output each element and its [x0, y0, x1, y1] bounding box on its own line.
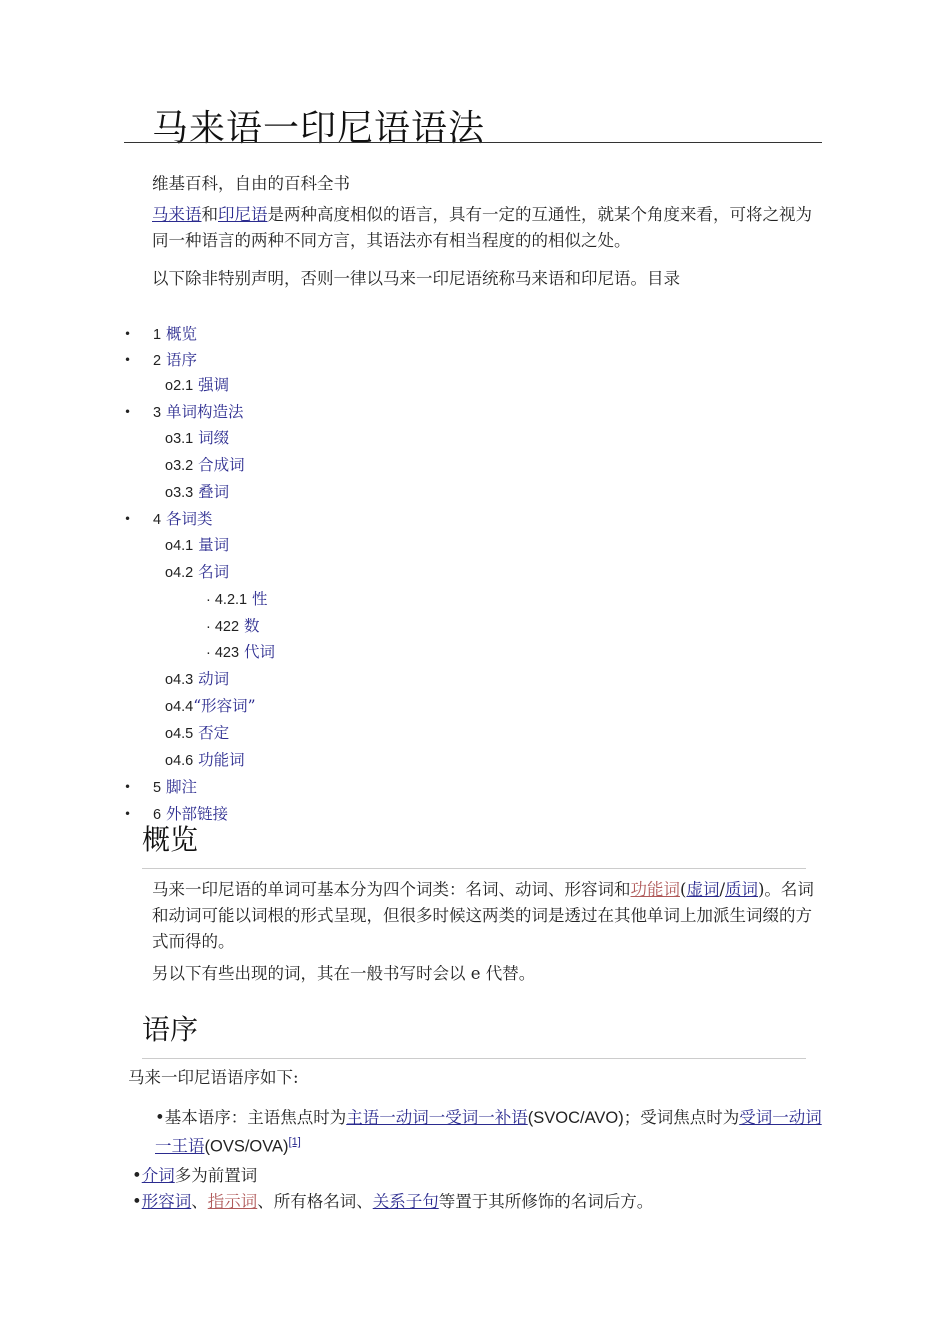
link-ovs[interactable]: 受词一动词一王语	[155, 1108, 822, 1156]
toc-bullet: •	[124, 353, 132, 367]
toc-item-pronouns[interactable]: · 423 代词	[206, 643, 276, 661]
link-empty-words[interactable]: 虚词	[686, 880, 720, 899]
link-function-words[interactable]: 功能词	[630, 880, 680, 899]
intro-rest: 是两种高度相似的语言，具有一定的互通性，就某个角度来看，可将之视为同一种语言的两种不同方言，其语法亦有相当程度的的相似之处。	[152, 205, 812, 250]
toc-item-negation[interactable]: o4.5 否定	[165, 724, 230, 742]
page-subtitle: 维基百科，自由的百科全书	[152, 174, 350, 193]
toc-bullet: •	[124, 807, 132, 821]
toc-item-footnotes[interactable]: 5 脚注	[153, 778, 198, 796]
toc-item-overview[interactable]: 1 概览	[153, 325, 198, 343]
overview-note: 另以下有些出现的词，其在一般书写时会以 e 代替。	[152, 964, 536, 983]
toc-bullet: •	[124, 780, 132, 794]
link-relative-clause[interactable]: 关系子句	[372, 1192, 439, 1211]
toc-item-word-formation[interactable]: 3 单词构造法	[153, 403, 244, 421]
section-divider	[142, 1058, 806, 1059]
link-indonesian[interactable]: 印尼语	[218, 205, 268, 224]
toc-item-word-order[interactable]: 2 语序	[153, 351, 198, 369]
section-heading-word-order: 语序	[142, 1013, 199, 1046]
word-order-intro: 马来一印尼语语序如下:	[128, 1068, 299, 1087]
overview-paragraph: 马来一印尼语的单词可基本分为四个词类：名词、动词、形容词和功能词(虚词/质词)。名词和动词可能以词根的形式呈现，但很多时候这两类的词是透过在其他单词上加派生词缀的方式而得的。	[152, 880, 814, 951]
word-order-item-modifiers: •形容词、指示词、所有格名词、关系子句等置于其所修饰的名词后方。	[132, 1192, 654, 1211]
link-preposition[interactable]: 介词	[141, 1166, 175, 1185]
toc-item-function-words[interactable]: o4.6 功能词	[165, 751, 245, 769]
page-title: 马来语一印尼语语法	[152, 108, 486, 149]
link-svoc[interactable]: 主语一动词一受词一补语	[346, 1108, 528, 1127]
link-demonstrative[interactable]: 指示词	[207, 1192, 258, 1211]
toc-item-compounds[interactable]: o3.2 合成词	[165, 456, 245, 474]
toc-item-nouns[interactable]: o4.2 名词	[165, 563, 230, 581]
title-divider	[124, 142, 822, 143]
toc-item-classifiers[interactable]: o4.1 量词	[165, 536, 230, 554]
toc-item-word-classes[interactable]: 4 各词类	[153, 510, 213, 528]
word-order-item-basic: •基本语序：主语焦点时为主语一动词一受词一补语(SVOC/AVO)；受词焦点时为受词一动词一王语(OVS/OVA)[1]	[155, 1108, 822, 1156]
intro-paragraph	[152, 202, 812, 254]
toc-item-adjectives[interactable]: o4.4“形容词”	[165, 697, 256, 715]
toc-item-gender[interactable]: · 4.2.1 性	[206, 590, 268, 608]
toc-bullet: •	[124, 405, 132, 419]
section-divider	[142, 868, 806, 869]
link-quality-words[interactable]: 质词	[725, 880, 758, 899]
toc-item-verbs[interactable]: o4.3 动词	[165, 670, 230, 688]
intro-note: 以下除非特别声明，否则一律以马来一印尼语统称马来语和印尼语。目录	[152, 269, 680, 288]
toc-bullet: •	[124, 327, 132, 341]
word-order-item-prepositions: •介词多为前置词	[132, 1166, 258, 1185]
toc-item-reduplication[interactable]: o3.3 叠词	[165, 483, 230, 501]
toc-item-external-links[interactable]: 6 外部链接	[153, 805, 229, 823]
link-malay[interactable]: 马来语	[152, 205, 202, 224]
footnote-ref-1[interactable]: [1]	[288, 1136, 301, 1148]
section-heading-overview: 概览	[142, 823, 199, 856]
toc-item-affixes[interactable]: o3.1 词缀	[165, 429, 230, 447]
link-adjective[interactable]: 形容词	[141, 1192, 192, 1211]
toc-item-number[interactable]: · 422 数	[206, 617, 260, 635]
toc-item-emphasis[interactable]: o2.1 强调	[165, 376, 230, 394]
intro-and: 和	[201, 205, 218, 224]
toc-bullet: •	[124, 512, 132, 526]
